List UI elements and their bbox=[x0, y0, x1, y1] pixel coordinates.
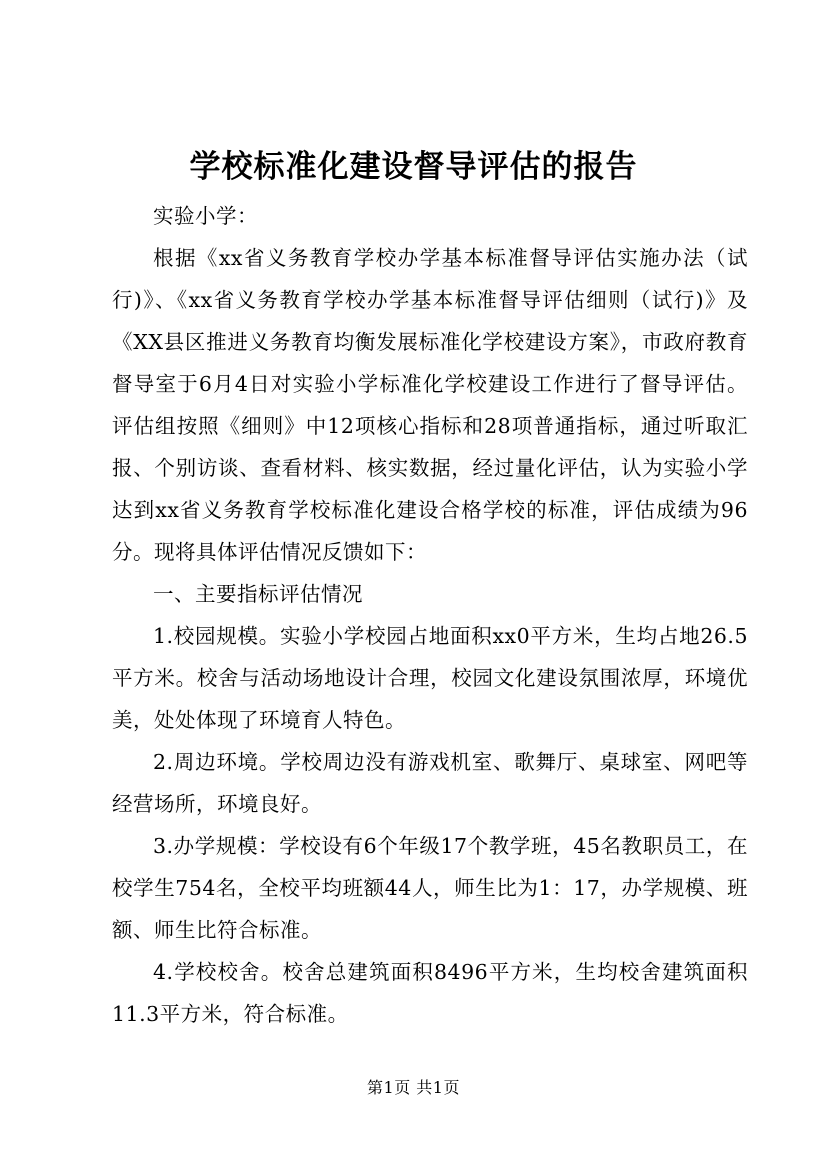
page-number-footer: 第1页 共1页 bbox=[367, 1078, 460, 1097]
intro-paragraph: 根据《xx省义务教育学校办学基本标准督导评估实施办法（试行)》、《xx省义务教育学校办学基本标准督导评估细则（试行)》及《XX县区推进义务教育均衡发展标准化学校建设方案》，市政府教育督导室于6月4日对实验小学标准化学校建设工作进行了督导评估。评估组按照《细则》中12项核心指标和28项普通指标，通过听取汇报、个别访谈、查看材料、核实数据，经过量化评估，认为实验小学达到xx省义务教育学校标准化建设合格学校的标准，评估成绩为96分。现将具体评估情况反馈如下： bbox=[112, 246, 748, 564]
item-school-size: 3.办学规模：学校设有6个年级17个教学班，45名教职员工，在校学生754名，全校平均班额44人，师生比为1：17，办学规模、班额、师生比符合标准。 bbox=[112, 834, 748, 942]
section-heading: 一、主要指标评估情况 bbox=[153, 582, 363, 606]
document-title: 学校标准化建设督导评估的报告 bbox=[189, 149, 638, 185]
item-campus-scale: 1.校园规模。实验小学校园占地面积xx0平方米，生均占地26.5平方米。校舍与活动场地设计合理，校园文化建设氛围浓厚，环境优美，处处体现了环境育人特色。 bbox=[112, 624, 748, 732]
item-school-buildings: 4.学校校舍。校舍总建筑面积8496平方米，生均校舍建筑面积11.3平方米，符合标准。 bbox=[112, 960, 748, 1026]
salutation-paragraph: 实验小学： bbox=[153, 204, 258, 228]
item-surroundings: 2.周边环境。学校周边没有游戏机室、歌舞厅、桌球室、网吧等经营场所，环境良好。 bbox=[112, 750, 748, 816]
document-body bbox=[112, 195, 748, 1035]
